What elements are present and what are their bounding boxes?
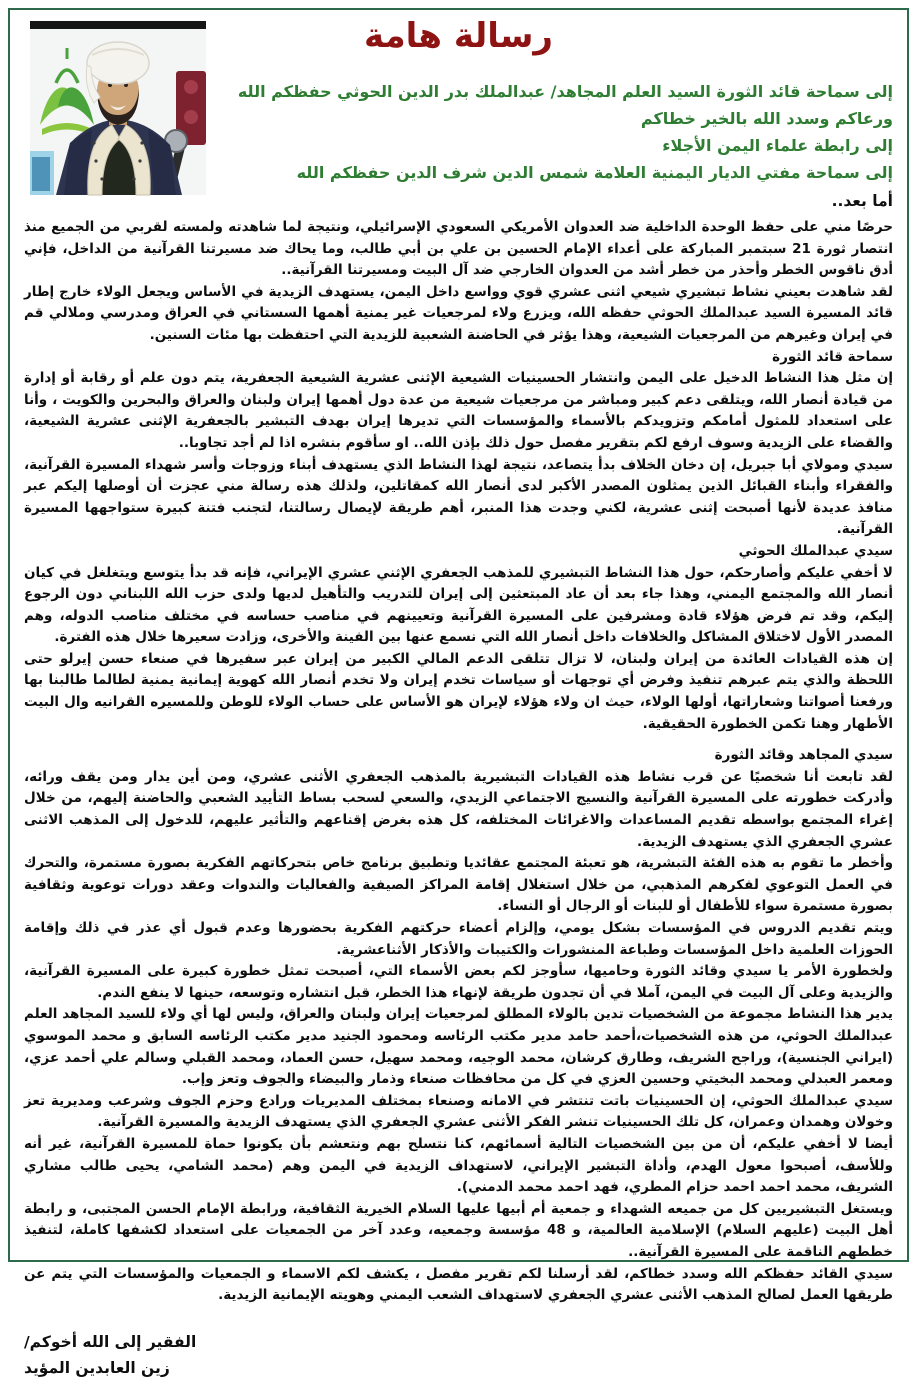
body-paragraph: لقد شاهدت بعيني نشاط تبشيري شيعي اثنى عشري قوي وواسع داخل اليمن، يستهدف الزيدية في الأساس ويجعل الولاء خارج إطار قائد المسيرة السيد عبدالملك الحوثي حفظه الله، ويزرع ولاء لمرجعيات غير يمنية أهمها السستاني في العراق ومدرسي وملالي قم في إيران وغيرهم من المرجعيات الشيعية، وهذا يؤثر في الحاضنة الشعبية للزيدية التي احتفظت بها مئات السنين. (24, 283, 893, 343)
page-title: رسالة هامة (363, 16, 553, 56)
body-paragraph: ويتم تقديم الدروس في المؤسسات بشكل يومي، وإلزام أعضاء حركتهم الفكرية بحضورها وعدم قبول أي عذر في ذلك وإقامة الحوزات العلمية داخل المؤسسات وطباعة المنشورات والكتيبات والأذكار الأثناعشرية. (24, 920, 893, 958)
body-paragraph: لقد تابعت أنا شخصيًا عن قرب نشاط هذه القيادات التبشيرية بالمذهب الجعفري الأثنى عشري، ومن أين يدار ومن يقف ورائه، وأدركت خطورته على المسيرة القرآنية والنسيج الاجتماعي الزيدي، والسعي لسحب بساط التأييد الشعبي والحاضنة إليهم، من خلال إغراء المجتمع بواسطه تقديم المساعدات والاغرائات المختلفه، كل هذه بغرض إقناعهم والتأثير عليهم، للدخول إلى المذهب الاثنى عشري الجعفري الذي يستهدف الزيدية. (24, 768, 893, 850)
body-paragraph: سيدي عبدالملك الحوثي، إن الحسينيات باتت تنتشر في الامانه وصنعاء بمختلف المديريات ورادع وحزم الجوف وشرعب ومديرية تعز وخولان وهمدان وعمران، كل تلك الحسينيات تنشر الفكر الأثنى عشري الجعفري الذي يستهدف الزيدية والمسيرة القرآنية. (24, 1092, 893, 1131)
signature-line-1: الفقير إلى الله أخوكم/ (24, 1332, 197, 1351)
letter-page (8, 8, 909, 1377)
salutation-line: إلى رابطة علماء اليمن الأجلاء (662, 136, 893, 155)
salutation-line: ورعاكم وسدد الله بالخير خطاكم (640, 109, 893, 128)
body-paragraph: إن هذه القيادات العائدة من إيران ولبنان، لا تزال تتلقى الدعم المالي الكبير من إيران عبر سفيرها في صنعاء حسن إيرلو حتى اللحظة والذي يتم عبرهم تنفيذ وفرض أي توجهات أو سياسات تخدم إيران ولا تخدم أنصار الله كهوية إيمانية يمنية لطالما طالبنا بها ورفعنا أصواتنا وشعاراتها، أولها الولاء، حيث ان ولاء هؤلاء لإيران هو الأساس على حساب الولاء للوطن وللمسيره القرانيه وال البيت الأطهار وهنا تكمن الخطورة الحقيقية. (24, 650, 893, 732)
portrait-photo (30, 21, 206, 195)
preamble-text: أما بعد.. (831, 192, 893, 210)
section-heading: سماحة قائد الثورة (772, 348, 893, 365)
body-paragraph: لا أخفي عليكم وأصارحكم، حول هذا النشاط التبشيري للمذهب الجعفري الإثني عشري الإيراني، فإنه قد بدأ يتوسع ويتغلغل في كيان أنصار الله والمجتمع اليمني، وهذا جاء بعد أن عاد المبتعثين إلى إيران للتدريب والتأهيل لديها ولدى حزب الله اللبناني دون الرجوع إليكم، وقد تم فرض هؤلاء قادة ومشرفين على المسيرة القرآنية وتعيينهم في مناصب حساسه في مختلف مناصب الدوله، وهم المصدر الأول لاختلاق المشاكل والخلافات داخل أنصار الله التي نسمع عنها بين الفينة والأخرى، وزادت سعيرها خلال هذه الفترة. (24, 564, 893, 646)
body-paragraph: ويستغل التبشيريين كل من جميعه الشهداء و جمعية أم أبيها عليها السلام الخيرية الثقافية، ورابطة الإمام الحسن المجتبى، و رابطة أهل البيت (عليهم السلام) الإسلامية العالمية، و 48 مؤسسة وجمعيه، وعدد آخر من الجمعيات على استعداد لكشفها كاملة، لتنفيذ خططهم الناقمة على المسيرة القرآنية.. (24, 1200, 893, 1260)
signature-line-2: زين العابدين المؤيد (24, 1358, 170, 1377)
section-heading: سيدي عبدالملك الحوثي (738, 542, 893, 559)
letter-header (10, 10, 907, 213)
salutation-line: إلى سماحة قائد الثورة السيد العلم المجاهد/ عبدالملك بدر الدين الحوثي حفظكم الله (237, 82, 893, 101)
section-heading: سيدي المجاهد وقائد الثورة (714, 747, 893, 764)
body-paragraph: حرصًا مني على حفظ الوحدة الداخلية ضد العدوان الأمريكي السعودي الإسرائيلي، ونتيجة لما شاهدته ولمسته لقربي من الجميع منذ انتصار ثورة 21 سبتمبر المباركة على أعداء الإمام الحسين بن علي بن أبي طالب، وما يحاك ضد مسيرتنا القرآنية من الداخل، فإني أدق ناقوس الخطر وأحذر من خطر أشد من العدوان الخارجي ضد آل البيت ومسيرتنا القرآنية.. (24, 219, 893, 279)
body-paragraph: وأخطر ما تقوم به هذه الفئة التبشرية، هو تعبئة المجتمع عقائديا وتطبيق برنامج خاص بتحركاتهم الفكرية بصورة مستمرة، والتحرك في العمل التوعوي لفكرهم المذهبي، من خلال استغلال إقامة المراكز الصيفية والفعاليات والندوات وعقد دورات توعوية وثقافية بصورة مستمرة سواء للأطفال أو للبنات أو الرجال أو النساء. (24, 855, 893, 915)
body-paragraph: إن مثل هذا النشاط الدخيل على اليمن وانتشار الحسينيات الشيعية الإثنى عشرية الشيعية الجعفرية، يتم دون علم أو رقابة أو إدارة من قيادة أنصار الله، ويتلقى دعم كبير ومباشر من مرجعيات شيعية من عدة دول أهمها إيران ولبنان والعراق والبحرين والكويت ، وأنا على استعداد للمثول أمامكم وتزويدكم بالأسماء والمؤسسات التي تديرها إيران بهدف التبشير بالجعفرية الإثنى عشرية الشيعية، والقضاء على الزيدية وسوف ارفع لكم بتقرير مفصل حول ذلك بإذن الله.. او سأقوم بنشره اذا لم أجد تجاوبا.. (24, 370, 893, 451)
body-paragraph: يدير هذا النشاط مجموعة من الشخصيات تدين بالولاء المطلق لمرجعيات إيران ولبنان والعراق، وليس لها أي ولاء للسيد المجاهد العلم عبدالملك الحوثي، من هذه الشخصيات،أحمد حامد مدير مكتب الرئاسه ومحمود الجنيد مدير مكتب الرئاسه السابق و محمد الموسوي (ايراني الجنسية)، وراجح الشريف، وطارق كرشان، محمد الوجيه، ومحمد سهيل، حسن العماد، ومحمد القبلي وسالم علي أحمد عزي، ومعمر العبدلي ومحمد البخيتي وحسين العزي في كل من محافظات صنعاء وذمار والبيضاء والجوف وتعز وإب. (24, 1006, 893, 1088)
letter-body (24, 217, 893, 1307)
body-paragraph: سيدي القائد حفظكم الله وسدد خطاكم، لقد أرسلنا لكم تقرير مفصل ، يكشف لكم الاسماء و الجمعيات والمؤسسات التي يتم عن طريقها العمل لصالح المذهب الأثنى عشري الجعفري لاستهداف الشعب اليمني وهويته الإيمانية الزيدية. (24, 1265, 893, 1304)
body-paragraph: سيدي ومولاي أبا جبريل، إن دخان الخلاف بدأ يتصاعد، نتيجة لهذا النشاط الذي يستهدف أبناء وزوجات وأسر شهداء المسيرة القرآنية، والفقراء وأبناء القبائل الذين يمثلون المصدر الأكبر لدى أنصار الله كمقاتلين، ولذلك هذه رسالة مني عجزت أن أوصلها إليكم عبر منافذ عديدة لأنها أصبحت إثنى عشرية، لكني وجدت هذا المنبر، أهم طريقة لإيصال رسالتنا، لتجنب فتنة كبيرة ستواجهها المسيرة القرآنية. (24, 456, 893, 538)
salutation-block (230, 78, 893, 186)
salutation-line: إلى سماحة مفتي الديار اليمنية العلامة شمس الدين شرف الدين حفظكم الله (296, 163, 893, 182)
signature-block (24, 1329, 893, 1381)
portrait-photo-illustration (30, 21, 206, 195)
body-paragraph: ولخطورة الأمر يا سيدي وقائد الثورة وحاميها، سأوجز لكم بعض الأسماء التي، أصبحت تمثل خطورة كبيرة على المسيرة القرآنية، والزيدية وعلى آل البيت في اليمن، آملا في أن تجدون طريقة لإنهاء هذا الخطر، قبل انتشاره وتوسعه، حينها لا ينفع الندم. (24, 963, 893, 1001)
body-paragraph: أيضا لا أخفي عليكم، أن من بين الشخصيات التالية أسمائهم، كنا نتسلح بهم ونتعشم بأن يكونوا حماة للمسيرة القرآنية، غير أنه وللأسف، أصبحوا معول الهدم، وأداة التبشير الإيراني، لاستهداف الزيدية في اليمن وهم (محمد الشامي، يحيى طالب مشاري الشريف، محمد احمد احمد حزام المطري، فهد احمد محمد الدمني). (24, 1135, 893, 1196)
